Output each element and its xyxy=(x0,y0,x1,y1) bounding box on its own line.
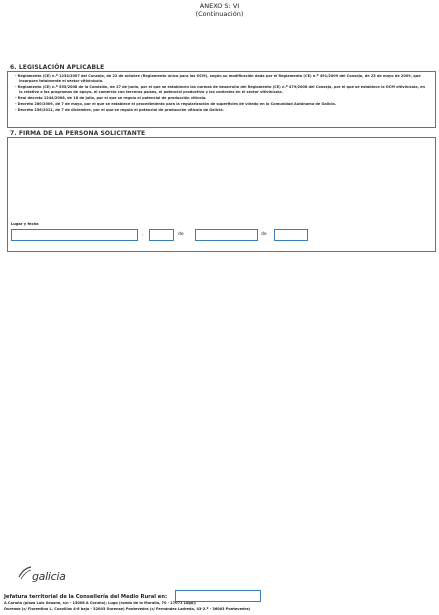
annex-title: ANEXO S: VI xyxy=(199,2,240,10)
year-input[interactable] xyxy=(274,229,308,241)
footer-address-line-1: A Coruña (plaza Luis Seoane, s/n - 15008 A Coruña); Lugo (ronda de la Muralla, 70 - 27071 Lugo); xyxy=(4,601,197,605)
de-separator-1: de xyxy=(178,232,184,237)
comma-separator: , xyxy=(142,232,144,237)
footer-address-line-2: Ourense (c/ Florentino L. Cuevillas 4-6 bajo - 32003 Ourense) Pontevedra (c/ Fernández Ladreda, 43-2.º - 36003 Pontevedra) xyxy=(4,607,251,611)
legislation-item: - Decreto 256/2011, de 7 de diciembre, por el que se regula el potencial de producción vitícola de Galicia. xyxy=(14,108,429,113)
day-input[interactable] xyxy=(149,229,174,241)
galicia-logo xyxy=(16,563,76,583)
legislation-item: - Reglamento (CE) n.º 555/2008 de la Comisión, de 27 de junio, por el que se establecen las normas de desarrollo del Reglamento (CE) n.º 479/2008 del Consejo, por el que se establece la OCM vitivinícola, en lo relativo a los programas de apoyo, el comercio con terceros países, el potencial productivo y los controles en el sector vitivinícola. xyxy=(14,85,429,95)
place-input[interactable] xyxy=(11,229,138,241)
section-legislation-title: 6. LEGISLACIÓN APLICABLE xyxy=(10,64,105,71)
section-signature-title: 7. FIRMA DE LA PERSONA SOLICITANTE xyxy=(10,130,146,137)
legislation-list xyxy=(14,74,429,113)
legislation-item: - Reglamento (CE) n.º 1234/2007 del Consejo, de 22 de octubre (Reglamento único para las OCM), según su modificación dada por el Reglamento (CE) n.º 491/2009 del Consejo, de 25 de mayo de 2009, que incorpora totalmente el sector vitivinícola. xyxy=(14,74,429,84)
month-input[interactable] xyxy=(195,229,258,241)
place-date-label: Lugar y fecha xyxy=(11,222,39,226)
logo-text: galicia xyxy=(32,570,66,583)
legislation-box xyxy=(7,71,436,128)
footer-title: Jefatura territorial de la Consellería del Medio Rural en: xyxy=(4,594,168,600)
de-separator-2: de xyxy=(261,232,267,237)
annex-subtitle: (Continuación) xyxy=(195,10,244,18)
legislation-item: - Real decreto 1244/2008, de 18 de julio, por el que se regula el potencial de producción vitícola. xyxy=(14,96,429,101)
signature-box[interactable] xyxy=(7,137,436,252)
page-header xyxy=(0,2,439,18)
legislation-item: - Decreto 280/2009, de 7 de mayo, por el que se establece el procedimiento para la regularización de superficies de viñedo en la Comunidad Autónoma de Galicia. xyxy=(14,102,429,107)
